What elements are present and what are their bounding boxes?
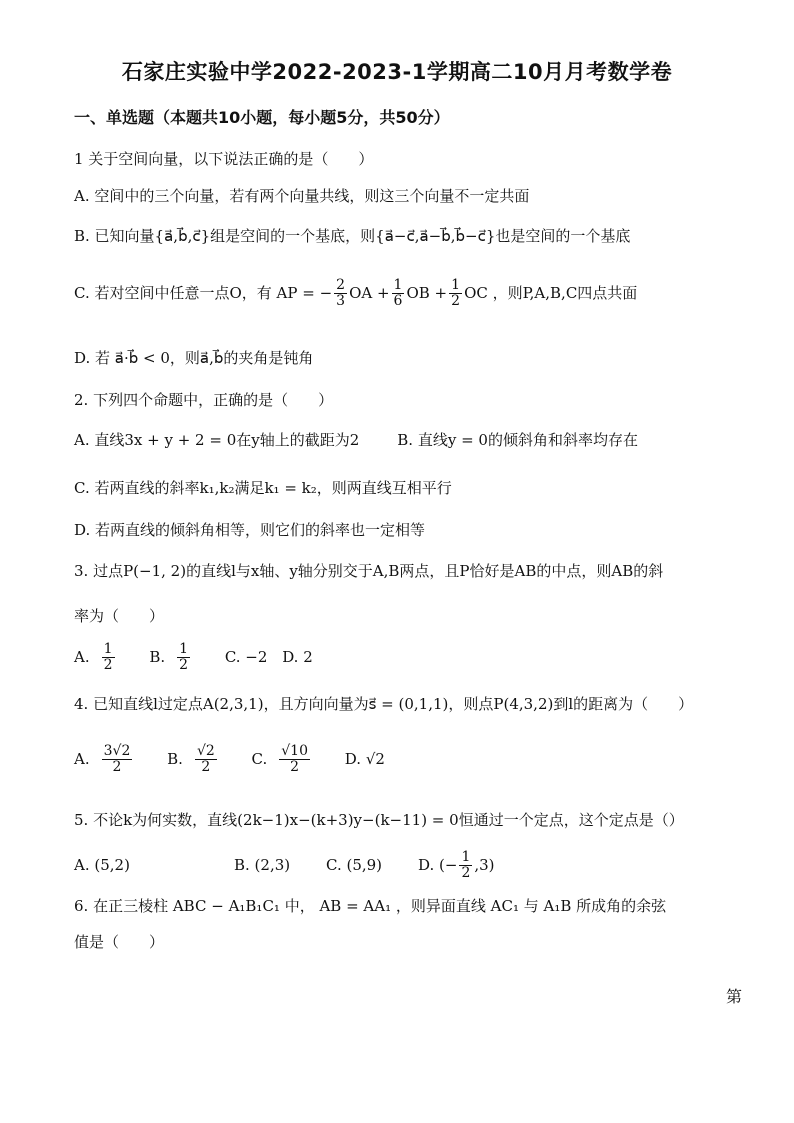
- q4-c-den: 2: [290, 759, 300, 776]
- q3-stem-line2: 率为（ ）: [74, 607, 165, 625]
- q1-c-frac1-num: 2: [336, 277, 346, 293]
- q1-c-post: OC ，则P,A,B,C四点共面: [464, 283, 638, 302]
- q4-b-label: B.: [167, 749, 183, 768]
- q4-option-c: [251, 743, 330, 776]
- q4-a-frac: [102, 744, 143, 776]
- q1-option-a: A. 空间中的三个向量，若有两个向量共线，则这三个向量不一定共面: [74, 187, 530, 205]
- q1-option-d: D. 若 a⃗·b⃗ < 0，则a⃗,b⃗的夹角是钝角: [74, 349, 314, 367]
- page-footer: 第: [725, 987, 742, 1006]
- section-heading: 一、单选题（本题共10小题，每小题5分，共50分）: [74, 108, 450, 127]
- q1-c-mid2: OB +: [406, 283, 448, 302]
- q4-option-d: D. √2: [344, 749, 385, 768]
- q3-a-label: A.: [74, 647, 90, 666]
- q3-b-num: 1: [179, 641, 189, 657]
- q3-a-frac: [102, 642, 125, 674]
- q1-c-frac3-den: 2: [451, 293, 461, 310]
- q1-c-frac1: [334, 278, 347, 310]
- q2-option-a: A. 直线3x + y + 2 = 0在y轴上的截距为2: [74, 431, 360, 449]
- q1-c-frac2-den: 6: [393, 293, 403, 310]
- q5-option-d: [418, 849, 495, 882]
- q4-option-a: [74, 743, 152, 776]
- q5-d-frac: [459, 850, 472, 882]
- q4-c-num: √10: [281, 743, 309, 759]
- q5-d-pre: D. (−: [418, 855, 458, 874]
- q2-option-d: D. 若两直线的倾斜角相等，则它们的斜率也一定相等: [74, 521, 426, 539]
- q5-option-b: B. (2,3): [234, 855, 291, 874]
- q3-options: [74, 642, 323, 674]
- q1-c-pre: C. 若对空间中任意一点O，有 AP = −: [74, 283, 333, 302]
- q5-d-num: 1: [461, 849, 471, 865]
- q1-c-mid1: OA +: [349, 283, 390, 302]
- q3-option-b: [149, 641, 210, 674]
- q1-c-frac1-den: 3: [336, 293, 346, 310]
- q5-option-a: A. (5,2): [74, 855, 130, 874]
- q3-b-label: B.: [149, 647, 166, 666]
- q4-c-label: C.: [251, 749, 268, 768]
- q3-option-d: D. 2: [282, 647, 313, 666]
- q4-a-num: 3√2: [103, 743, 131, 759]
- q1-stem: 1 关于空间向量，以下说法正确的是（ ）: [74, 150, 374, 168]
- q3-option-a: [74, 641, 135, 674]
- q2-option-c: C. 若两直线的斜率k₁,k₂满足k₁ = k₂，则两直线互相平行: [74, 479, 452, 497]
- q4-a-label: A.: [74, 749, 90, 768]
- q1-c-frac3-num: 1: [451, 277, 461, 293]
- q3-a-num: 1: [103, 641, 113, 657]
- q4-stem: 4. 已知直线l过定点A(2,3,1)，且方向向量为s⃗ = (0,1,1)，则点P(4,3,2)到l的距离为（ ）: [74, 695, 694, 713]
- q4-b-den: 2: [201, 759, 211, 776]
- q1-option-c: [74, 278, 637, 310]
- q3-b-den: 2: [179, 657, 189, 674]
- q5-d-den: 2: [461, 865, 471, 882]
- q3-stem-line1: 3. 过点P(−1, 2)的直线l与x轴、y轴分别交于A,B两点，且P恰好是AB的中点，则AB的斜: [74, 562, 664, 580]
- q4-c-frac: [279, 744, 320, 776]
- q1-c-frac2-num: 1: [393, 277, 403, 293]
- q4-a-den: 2: [112, 759, 122, 776]
- q5-option-c: C. (5,9): [326, 855, 383, 874]
- q5-stem: 5. 不论k为何实数，直线(2k−1)x−(k+3)y−(k−11) = 0恒通过一个定点，这个定点是（）: [74, 811, 684, 829]
- q4-options: [74, 744, 395, 776]
- q3-b-frac: [177, 642, 200, 674]
- q1-option-b: B. 已知向量{a⃗,b⃗,c⃗}组是空间的一个基底，则{a⃗−c⃗,a⃗−b⃗,b⃗−c⃗}也是空间的一个基底: [74, 227, 631, 245]
- q1-c-frac3: [449, 278, 462, 310]
- q4-b-num: √2: [196, 743, 215, 759]
- q2-options-ab: [74, 431, 638, 449]
- exam-title: 石家庄实验中学2022-2023-1学期高二10月月考数学卷: [121, 60, 673, 84]
- q5-options: [74, 850, 495, 882]
- q6-stem-line1: 6. 在正三棱柱 ABC − A₁B₁C₁ 中， AB = AA₁ ，则异面直线 AC₁ 与 A₁B 所成角的余弦: [74, 897, 667, 915]
- q2-stem: 2. 下列四个命题中，正确的是（ ）: [74, 391, 334, 409]
- q6-stem-line2: 值是（ ）: [74, 933, 165, 951]
- q4-b-frac: [195, 744, 227, 776]
- q3-a-den: 2: [103, 657, 113, 674]
- q2-option-b: B. 直线y = 0的倾斜角和斜率均存在: [397, 431, 638, 449]
- q3-option-c: C. −2: [224, 647, 268, 666]
- q5-d-post: ,3): [474, 855, 495, 874]
- q4-option-b: [167, 743, 237, 776]
- q1-c-frac2: [392, 278, 405, 310]
